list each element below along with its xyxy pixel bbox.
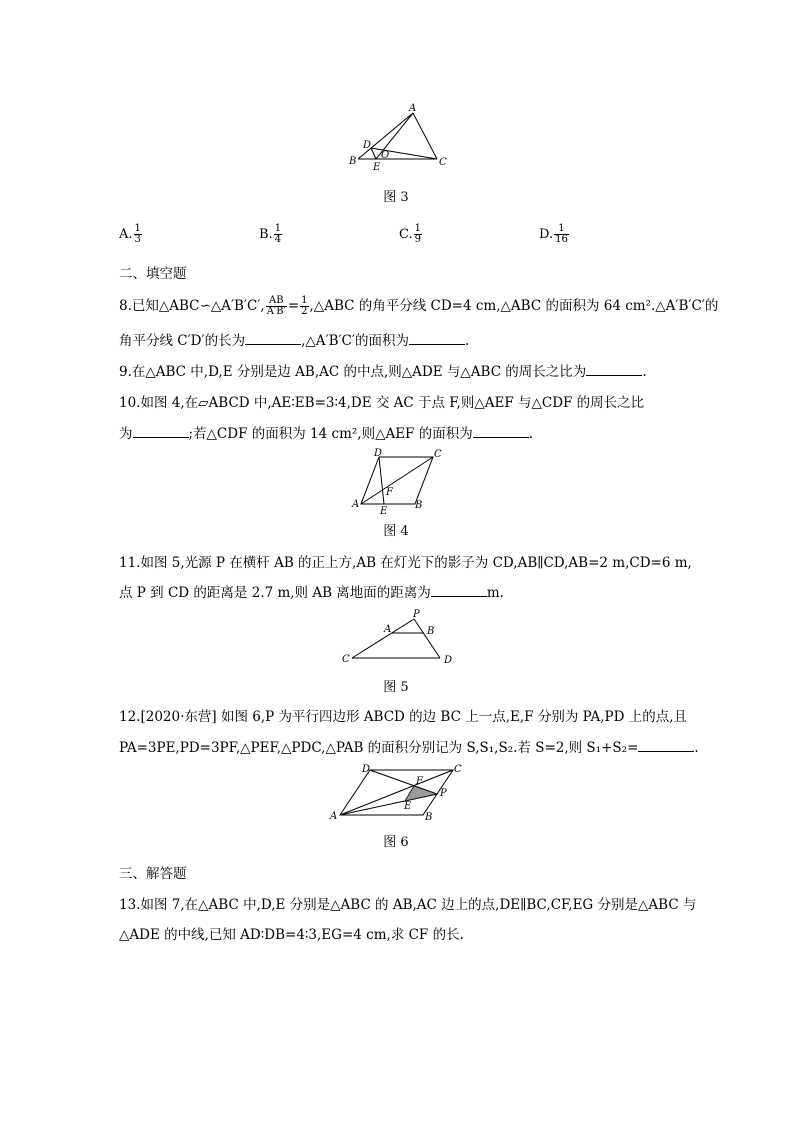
- q11-answer-blank[interactable]: [431, 584, 487, 597]
- question-11-line2: 点 P 到 CD 的距离是 2.7 m,则 AB 离地面的距离为 m.: [119, 585, 504, 601]
- option-c-letter: C.: [399, 227, 413, 242]
- figure-3-caption: 图 3: [383, 190, 409, 205]
- fig4-label-c: C: [434, 449, 442, 460]
- question-12-line2: PA=3PE,PD=3PF,△PEF,△PDC,△PAB 的面积分别记为 S,S₁,S₂.若 S=2,则 S₁+S₂= .: [119, 740, 699, 756]
- fig3-label-e: E: [373, 162, 381, 173]
- fig6-shaded-triangle: [405, 786, 437, 801]
- figure-4-caption: 图 4: [383, 524, 409, 539]
- question-9: 9.在△ABC 中,D,E 分别是边 AB,AC 的中点,则△ADE 与△ABC 的周长之比为 .: [119, 364, 647, 380]
- q9-answer-blank[interactable]: [586, 363, 642, 376]
- fig4-label-a: A: [352, 499, 360, 510]
- fig5-label-a: A: [384, 624, 392, 635]
- fig4-label-f: F: [386, 487, 393, 498]
- section-solve-heading: 三、解答题: [119, 866, 187, 882]
- fig6-label-d: D: [362, 764, 371, 775]
- fig5-label-d: D: [444, 655, 453, 666]
- fig5-label-c: C: [342, 654, 350, 665]
- q10-answer-blank-2[interactable]: [473, 425, 529, 438]
- fig5-label-b: B: [427, 626, 435, 637]
- figure-4: [345, 448, 455, 518]
- q10-answer-blank-1[interactable]: [133, 425, 189, 438]
- fig6-label-p: P: [440, 788, 447, 799]
- option-d[interactable]: [539, 224, 570, 245]
- option-a[interactable]: [119, 224, 143, 245]
- fig6-label-b: B: [425, 812, 433, 823]
- fig3-label-b: B: [349, 156, 357, 167]
- figure-6-caption: 图 6: [383, 835, 409, 850]
- fig4-label-d: D: [374, 448, 383, 459]
- question-13-line2: △ADE 的中线,已知 AD∶DB=4∶3,EG=4 cm,求 CF 的长.: [119, 927, 464, 943]
- section-fill-in-heading: 二、填空题: [119, 266, 187, 282]
- question-10-line1: 10.如图 4,在▱ABCD 中,AE∶EB=3∶4,DE 交 AC 于点 F,则△AEF 与△CDF 的周长之比: [119, 395, 645, 411]
- option-b[interactable]: [259, 224, 283, 245]
- figure-5-caption: 图 5: [383, 680, 409, 695]
- fig4-label-e: E: [380, 506, 388, 517]
- question-10-line2: 为 ;若△CDF 的面积为 14 cm²,则△AEF 的面积为 .: [119, 426, 534, 442]
- q8-answer-blank-2[interactable]: [409, 332, 465, 345]
- fig4-label-b: B: [415, 500, 423, 511]
- option-d-fraction: $\frac{1}{16}$: [555, 223, 568, 245]
- q8-answer-blank-1[interactable]: [245, 332, 301, 345]
- fig3-label-a: A: [409, 103, 417, 114]
- fig6-label-a: A: [330, 811, 338, 822]
- question-8-line2: 角平分线 C′D′的长为 ,△A′B′C′的面积为 .: [119, 333, 470, 349]
- fig6-label-c: C: [454, 764, 462, 775]
- question-8-line1: 8.已知△ABC∽△A′B′C′, $\frac{AB}{A'B'}$ = $\frac{1}{2}$ ,△ABC 的角平分线 CD=4 cm,△ABC 的面积为 64 cm².△A′B′C′的: [119, 295, 719, 317]
- fig3-label-d: D: [363, 140, 372, 151]
- question-12-line1: 12.[2020·东营] 如图 6,P 为平行四边形 ABCD 的边 BC 上一点,E,F 分别为 PA,PD 上的点,且: [119, 709, 687, 725]
- option-b-letter: B.: [259, 227, 273, 242]
- option-c[interactable]: [399, 224, 423, 245]
- option-a-letter: A.: [119, 227, 133, 242]
- option-b-fraction: $\frac{1}{4}$: [274, 223, 282, 245]
- option-d-letter: D.: [539, 227, 554, 242]
- question-13-line1: 13.如图 7,在△ABC 中,D,E 分别是△ABC 的 AB,AC 边上的点,DE∥BC,CF,EG 分别是△ABC 与: [119, 897, 697, 913]
- option-c-fraction: $\frac{1}{9}$: [414, 223, 421, 245]
- q12-answer-blank[interactable]: [638, 739, 694, 752]
- figure-3: [340, 100, 450, 180]
- figure-5: [340, 606, 460, 671]
- fig3-label-o: O: [381, 150, 390, 161]
- fig6-label-f: F: [416, 776, 423, 787]
- option-a-fraction: $\frac{1}{3}$: [134, 223, 141, 245]
- fig3-label-c: C: [439, 157, 447, 168]
- question-11-line1: 11.如图 5,光源 P 在横杆 AB 的正上方,AB 在灯光下的影子为 CD,AB∥CD,AB=2 m,CD=6 m,: [119, 555, 692, 571]
- figure-6: [328, 760, 468, 825]
- fig6-label-e: E: [404, 801, 412, 812]
- fig5-label-p: P: [413, 609, 420, 620]
